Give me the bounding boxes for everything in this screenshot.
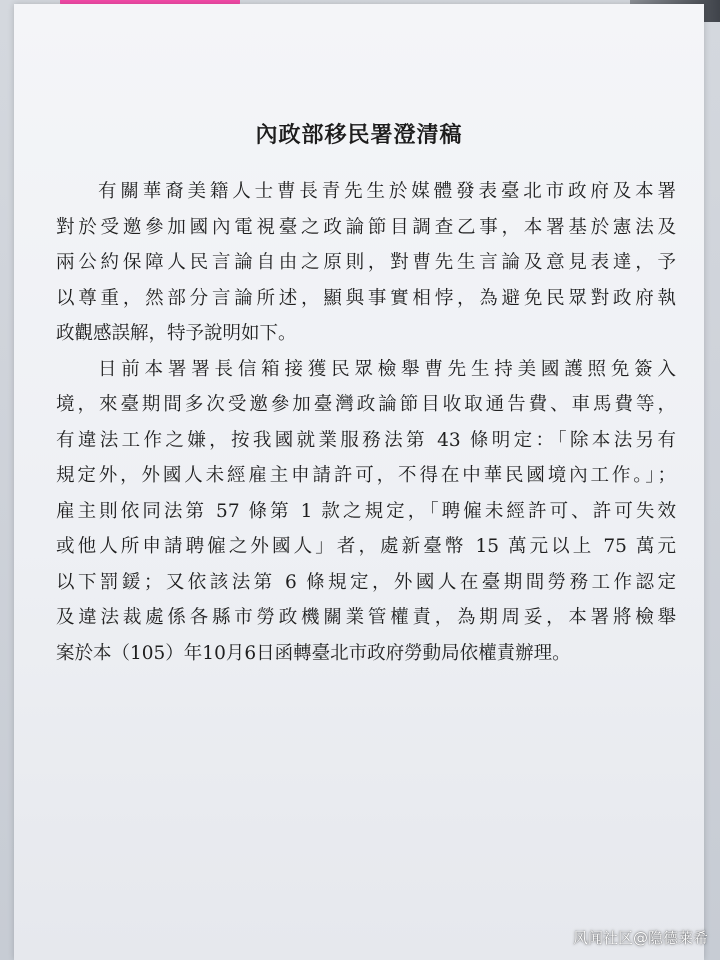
paragraph-1-line-5: 政觀感誤解，特予說明如下。	[56, 323, 297, 344]
document-body	[56, 174, 676, 671]
paragraph-1-line-4: 以尊重，然部分言論所述，顯與事實相悖，為避免民眾對政府執	[56, 287, 676, 309]
paragraph-2-line-6: 或他人所申請聘僱之外國人」者，處新臺幣 15 萬元以上 75 萬元	[56, 536, 676, 557]
paragraph-1-line-3: 兩公約保障人民言論自由之原則，對曹先生言論及意見表達，予	[56, 252, 676, 273]
paragraph-2-line-7: 以下罰鍰；又依該法第 6 條規定，外國人在臺期間勞務工作認定	[56, 571, 676, 593]
paragraph-2-line-9: 案於本（105）年10月6日函轉臺北市政府勞動局依權責辦理。	[56, 642, 571, 664]
paragraph-2-line-1: 日前本署署長信箱接獲民眾檢舉曹先生持美國護照免簽入	[98, 358, 676, 380]
paragraph-2-line-2: 境，來臺期間多次受邀參加臺灣政論節目收取通告費、車馬費等，	[56, 394, 676, 415]
document-paper	[14, 4, 704, 960]
paragraph-2-line-8: 及違法裁處係各縣市勞政機關業管權責，為期周妥，本署將檢舉	[56, 607, 676, 628]
watermark: 风闻社区@隐德莱希	[572, 929, 708, 947]
paragraph-1-line-1: 有關華裔美籍人士曹長青先生於媒體發表臺北市政府及本署	[98, 181, 676, 202]
document-title: 內政部移民署澄清稿	[255, 122, 463, 148]
paragraph-1-line-2: 對於受邀參加國內電視臺之政論節目調查乙事，本署基於憲法及	[56, 216, 676, 238]
paragraph-2-line-4: 規定外，外國人未經雇主申請許可，不得在中華民國境內工作。」；	[56, 465, 676, 486]
paragraph-2-line-3: 有違法工作之嫌，按我國就業服務法第 43 條明定：「除本法另有	[56, 429, 676, 451]
paragraph-2-line-5: 雇主則依同法第 57 條第 1 款之規定，「聘僱未經許可、許可失效	[56, 500, 676, 522]
